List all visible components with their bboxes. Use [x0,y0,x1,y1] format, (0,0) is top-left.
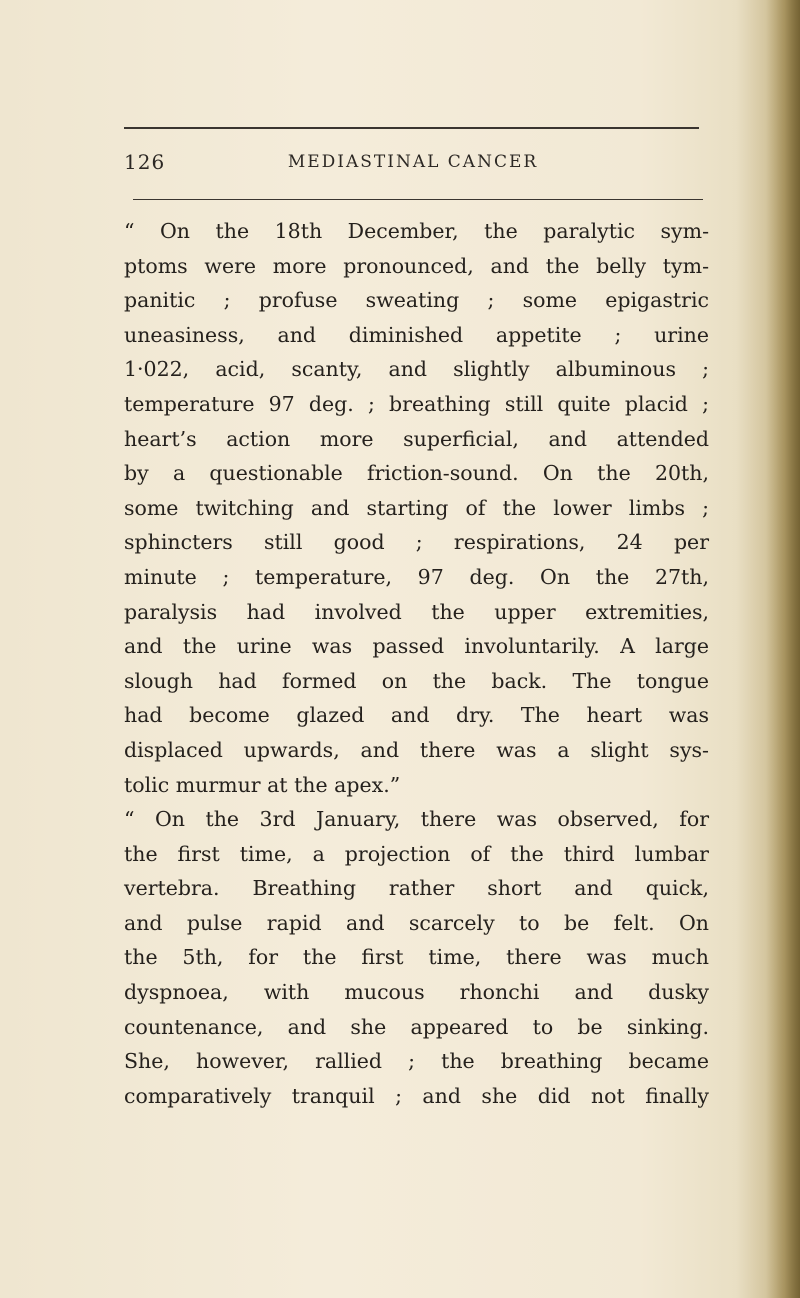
page-number: 126 [124,150,166,174]
text-line: “ On the 18th December, the paralytic sym- [124,219,709,243]
page-edge-shadow [766,0,800,1298]
text-line: uneasiness, and diminished appetite ; urine [124,322,709,347]
text-line: and pulse rapid and scarcely to be felt. On [124,910,709,935]
header-rule [133,199,703,200]
text-line: paralysis had involved the upper extremities, [124,599,709,624]
text-line: countenance, and she appeared to be sinking. [124,1014,709,1039]
text-line: heart’s action more superficial, and attended [124,426,709,451]
text-line: the first time, a projection of the third lumbar [124,841,709,866]
text-line: the 5th, for the first time, there was much [124,945,709,970]
text-line: dyspnoea, with mucous rhonchi and dusky [124,980,709,1005]
text-line: sphincters still good ; respirations, 24 per [124,530,709,555]
running-title: MEDIASTINAL CANCER [287,152,539,172]
top-rule [124,127,699,129]
text-line: slough had formed on the back. The tongue [124,668,709,693]
body-text [124,214,709,1113]
text-line: had become glazed and dry. The heart was [124,703,709,728]
text-line: ptoms were more pronounced, and the belly tym- [124,253,709,278]
text-line: by a questionable friction-sound. On the 20th, [124,461,709,486]
text-line: panitic ; profuse sweating ; some epigastric [124,288,709,313]
text-line: “ On the 3rd January, there was observed, for [124,807,709,832]
text-line: 1·022, acid, scanty, and slightly albuminous ; [124,357,709,382]
text-line: some twitching and starting of the lower limbs ; [124,495,709,520]
text-line: and the urine was passed involuntarily. A large [124,634,709,659]
text-line: comparatively tranquil ; and she did not finally [124,1083,709,1108]
text-line: vertebra. Breathing rather short and quick, [124,876,709,901]
text-line: minute ; temperature, 97 deg. On the 27th, [124,564,709,589]
text-line: tolic murmur at the apex.” [124,772,401,797]
text-line: temperature 97 deg. ; breathing still quite placid ; [124,391,709,416]
text-line: displaced upwards, and there was a slight sys- [124,737,709,762]
text-line: She, however, rallied ; the breathing became [124,1049,709,1074]
